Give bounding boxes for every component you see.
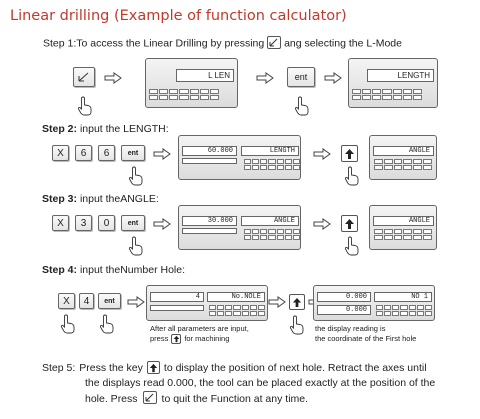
step5-line3b: to quit the Function at any time. [161,392,309,405]
step5-line1 [42,361,427,374]
keypad [149,89,219,100]
keypad [244,159,300,170]
linear-drill-key-icon [77,71,91,83]
hand-pointer-icon [128,166,144,186]
hand-pointer-icon [294,96,310,116]
linear-drill-key[interactable] [73,67,95,87]
step1-prefix: Step 1: [43,37,77,50]
lcd-display: LENGTH [367,69,434,82]
key-6[interactable]: 6 [75,145,92,161]
ent-key[interactable]: ent [121,215,145,231]
key-0[interactable]: 0 [98,215,115,231]
step1-text-after: ang selecting the L-Mode [284,37,402,50]
page-title: Linear drilling (Example of function calculator) [10,8,347,24]
keypad [374,159,432,170]
step4-text [42,264,185,276]
step4-label: Step 4: [42,264,78,276]
keypad [244,229,300,240]
ent-key[interactable]: ent [98,293,121,309]
dro-panel-step1b [348,58,438,108]
lcd-label: ANGLE [373,146,434,156]
step5-line1b: to display the position of next hole. Retract the axes until [163,361,427,374]
note-left-press: press [150,334,169,343]
step1-text [43,37,402,50]
hand-pointer-icon [344,166,360,186]
dro-panel-step1a [145,58,238,108]
step1-text-before: To access the Linear Drilling by pressing [76,37,265,50]
up-arrow-key[interactable] [289,294,305,310]
hand-pointer-icon [128,236,144,256]
up-arrow-key [147,361,160,374]
ent-key[interactable]: ent [287,67,315,87]
key-x[interactable]: X [52,215,69,231]
lcd-value: 60.000 [182,146,237,156]
right-arrow-icon [313,148,331,160]
ent-key[interactable]: ent [121,145,145,161]
lcd-value-2: 0.000 [317,305,371,315]
lcd-blank [182,228,237,234]
key-6[interactable]: 6 [98,145,115,161]
up-arrow-key-icon [344,148,355,160]
key-4[interactable]: 4 [79,293,94,309]
up-arrow-key[interactable] [341,215,358,232]
linear-drill-key-icon [143,391,157,404]
step3-label: Step 3: [42,193,78,205]
up-arrow-key [171,334,181,344]
keypad [352,89,422,100]
up-arrow-key-icon [344,218,355,230]
step3-desc: input theANGLE: [79,193,159,205]
right-arrow-icon [127,296,145,308]
keypad [376,305,432,316]
lcd-label: NO 1 [374,292,432,302]
key-3[interactable]: 3 [75,215,92,231]
right-arrow-icon [104,72,122,84]
lcd-label: No.NOLE [207,292,265,302]
right-arrow-icon [313,218,331,230]
step3-text [42,193,159,205]
lcd-value: 30.000 [182,216,237,226]
hand-pointer-icon [60,314,76,334]
right-arrow-icon [256,72,274,84]
up-arrow-key-icon [292,297,302,308]
right-arrow-icon [268,296,286,308]
note-right-line2: the coordinate of the First hole [315,334,417,343]
key-x[interactable]: X [52,145,69,161]
step5-line3a: hole. Press [85,392,138,405]
dro-panel-step2 [178,135,301,180]
lcd-value: 4 [150,292,204,302]
up-arrow-key[interactable] [341,145,358,162]
up-arrow-key-icon [173,335,180,343]
right-arrow-icon [324,72,342,84]
hand-pointer-icon [344,236,360,256]
step2-desc: input the LENGTH: [79,123,169,135]
step5-line3 [85,392,308,405]
lcd-label: LENGTH [241,146,299,156]
step2-text [42,123,169,135]
note-left-machining: for machining [184,334,230,343]
hand-pointer-icon [99,314,115,334]
note-left-line2 [150,334,229,344]
dro-panel-step4-result [313,285,435,321]
hand-pointer-icon [289,315,305,335]
right-arrow-icon [153,218,171,230]
lcd-blank [150,305,204,311]
step5-line1a: Press the key [79,361,143,374]
right-arrow-icon [153,148,171,160]
step2-label: Step 2: [42,123,78,135]
up-arrow-key-icon [149,363,158,373]
note-right-line1: the display reading is [315,324,386,333]
lcd-label: ANGLE [373,216,434,226]
linear-drill-key-icon[interactable] [267,36,281,49]
lcd-blank [182,158,237,164]
lcd-value: 0.000 [317,292,371,302]
dro-panel-step2-next [369,135,437,180]
keypad [209,305,265,316]
key-x[interactable]: X [58,293,75,309]
dro-panel-step3 [178,205,301,250]
dro-panel-step3-next [369,205,437,250]
step5-label: Step 5: [42,361,76,374]
lcd-display: L LEN [176,69,234,82]
step5-line2: the displays read 0.000, the tool can be placed exactly at the position of the [85,377,436,389]
keypad [374,229,432,240]
hand-pointer-icon [77,96,93,116]
dro-panel-step4 [146,285,268,321]
note-left-line1: After all parameters are input, [150,324,249,333]
step4-desc: input theNumber Hole: [79,264,185,276]
lcd-label: ANGLE [241,216,299,226]
